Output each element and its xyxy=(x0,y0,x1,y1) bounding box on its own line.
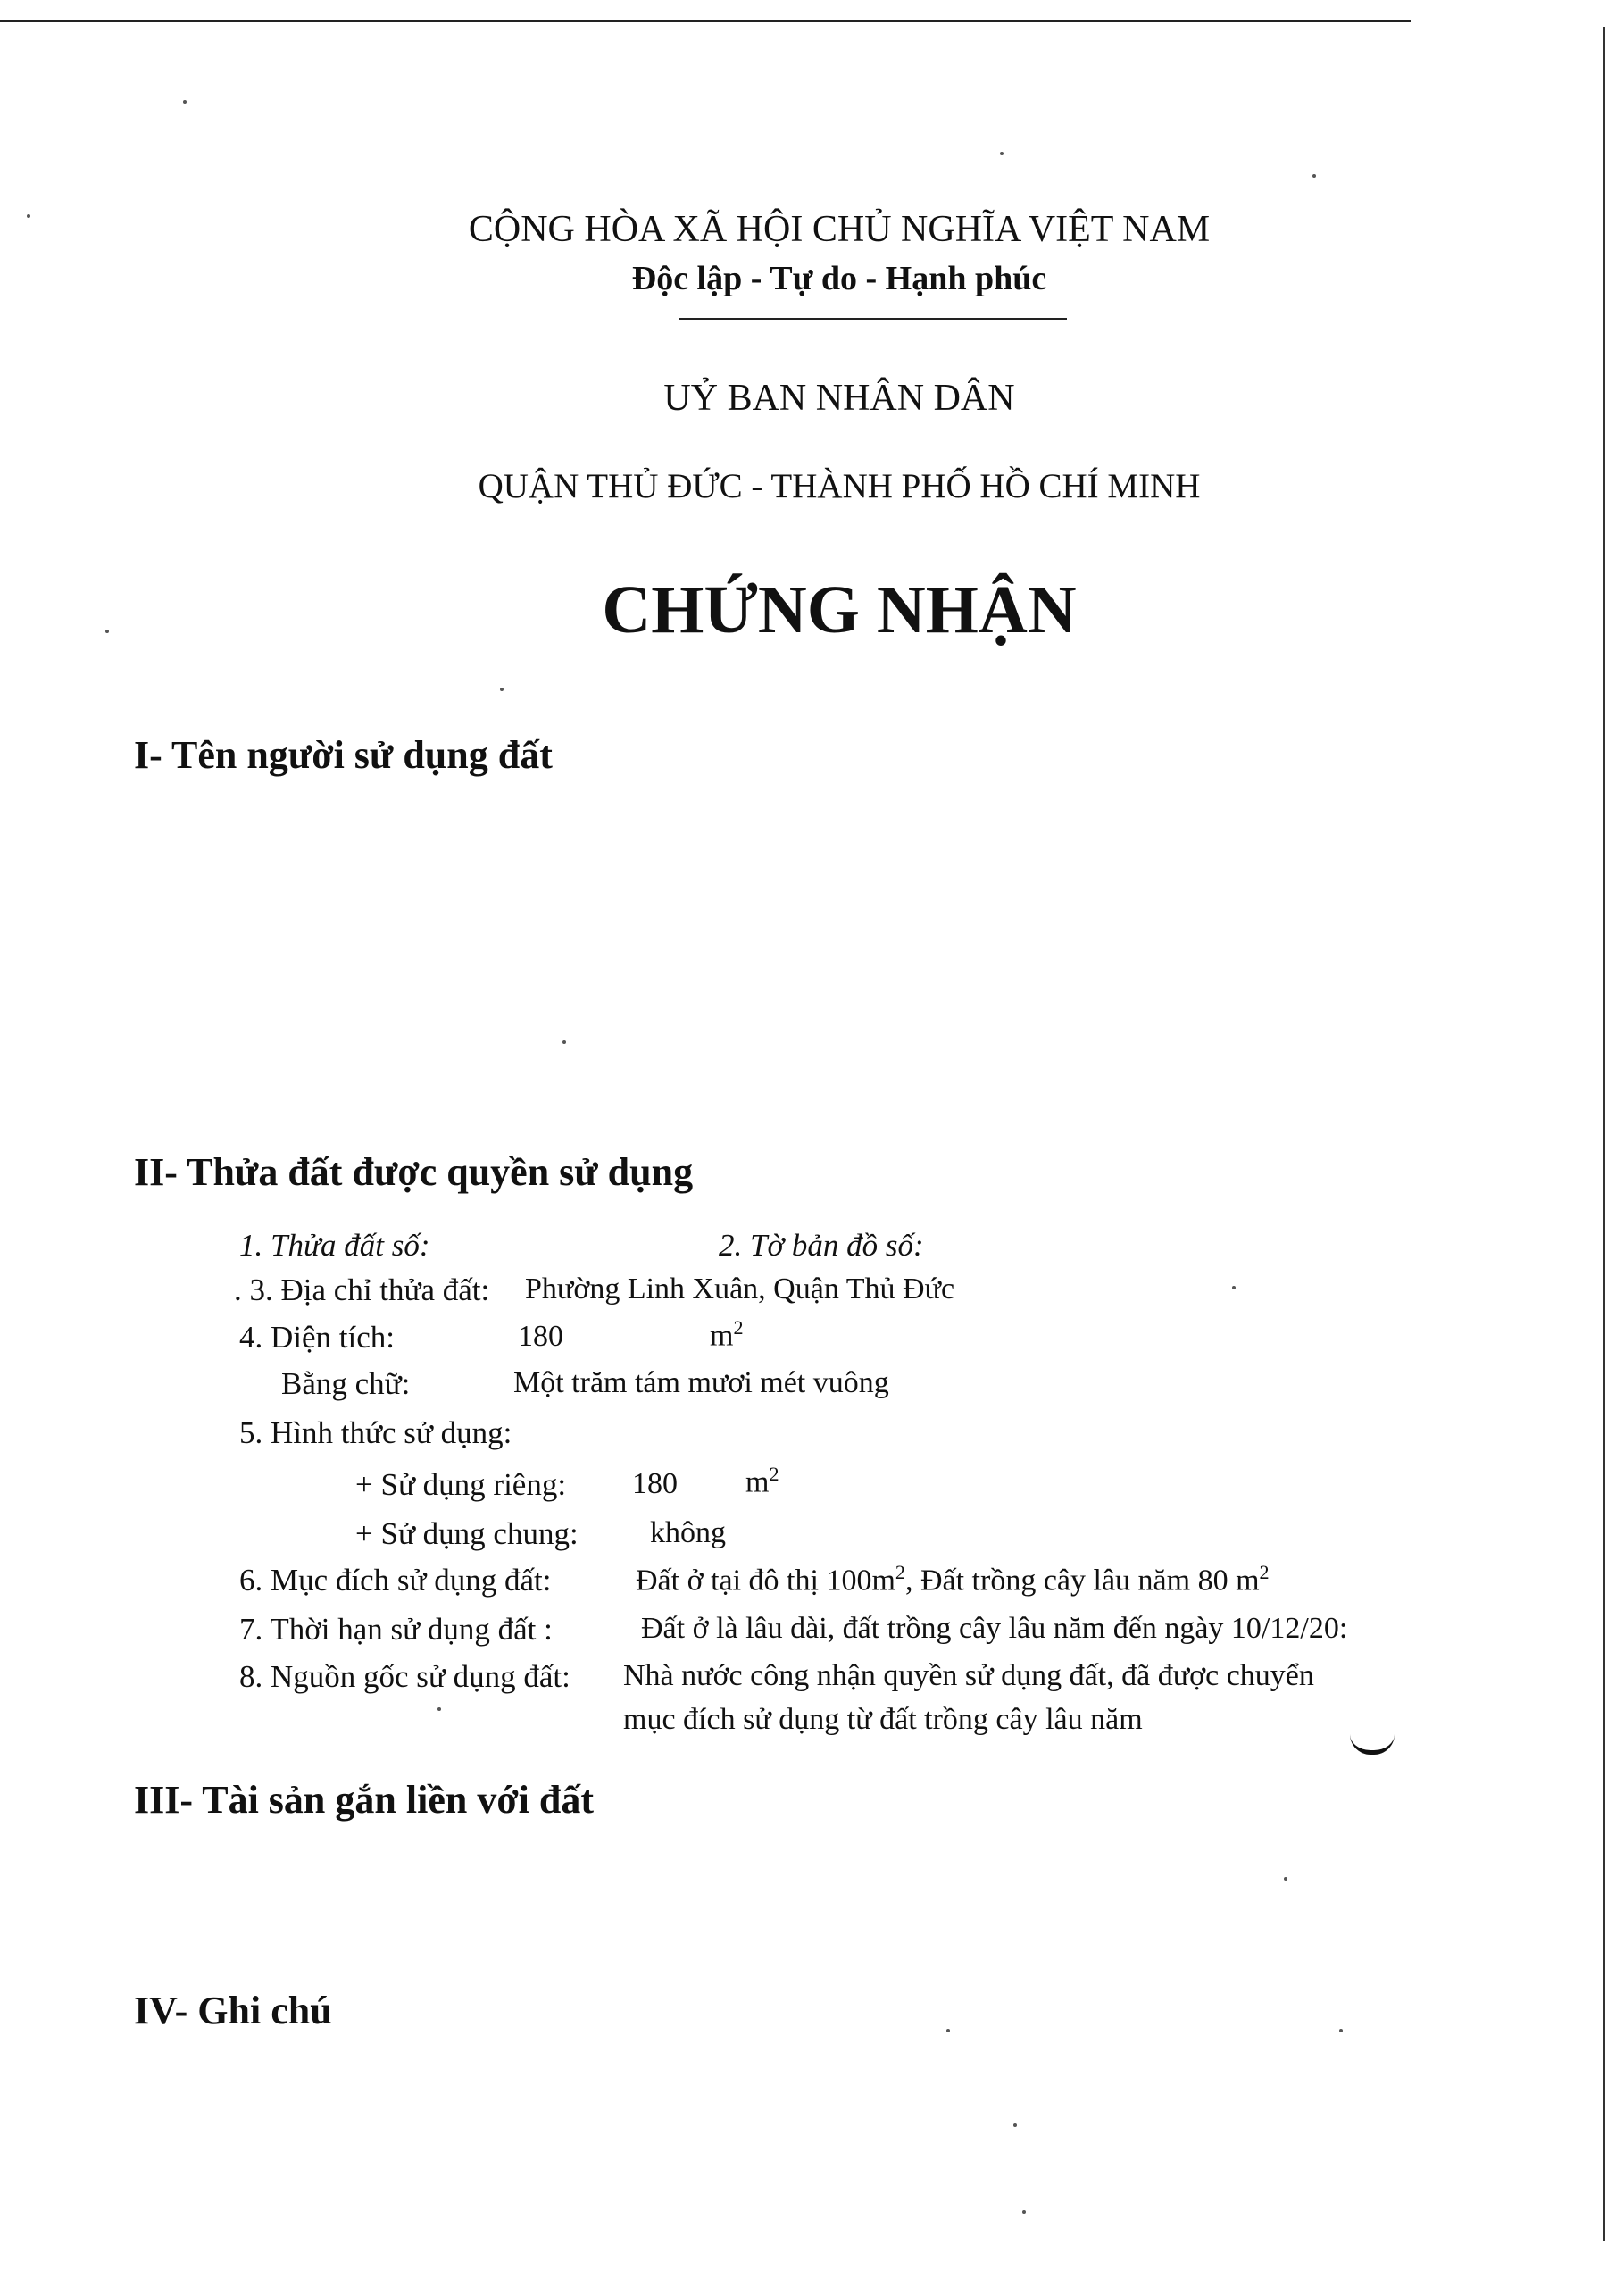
top-border-line xyxy=(0,20,1411,22)
words-label: Bằng chữ: xyxy=(281,1366,411,1401)
private-use-value: 180 xyxy=(632,1467,678,1500)
district-heading: QUẬN THỦ ĐỨC - THÀNH PHỐ HỒ CHÍ MINH xyxy=(478,467,1201,505)
origin-label: 8. Nguồn gốc sử dụng đất: xyxy=(239,1659,570,1694)
purpose-value-a-sup: 2 xyxy=(895,1561,905,1583)
common-use-label: + Sử dụng chung: xyxy=(355,1516,579,1551)
document-title: CHỨNG NHẬN xyxy=(602,572,1077,647)
purpose-value-a: Đất ở tại đô thị 100m xyxy=(636,1564,895,1598)
area-label: 4. Diện tích: xyxy=(239,1320,395,1355)
scan-speck xyxy=(183,100,187,104)
origin-value-line-2: mục đích sử dụng từ đất trồng cây lâu năm xyxy=(623,1703,1143,1736)
address-value: Phường Linh Xuân, Quận Thủ Đức xyxy=(525,1272,955,1306)
section-4-title: IV- Ghi chú xyxy=(134,1989,332,2032)
private-use-unit xyxy=(745,1463,779,1499)
address-label: . 3. Địa chỉ thửa đất: xyxy=(234,1272,490,1307)
scan-speck xyxy=(1022,2210,1026,2214)
motto: Độc lập - Tự do - Hạnh phúc xyxy=(631,260,1047,297)
scan-speck xyxy=(437,1707,441,1711)
term-value: Đất ở là lâu dài, đất trồng cây lâu năm đến ngày 10/12/20: xyxy=(641,1612,1348,1645)
section-1-title: I- Tên người sử dụng đất xyxy=(134,733,553,777)
purpose-value-b-sup: 2 xyxy=(1259,1561,1270,1583)
words-value: Một trăm tám mươi mét vuông xyxy=(513,1366,889,1399)
pen-mark xyxy=(1350,1734,1395,1755)
purpose-label: 6. Mục đích sử dụng đất: xyxy=(239,1563,552,1598)
origin-value-line-1: Nhà nước công nhận quyền sử dụng đất, đã được chuyển xyxy=(623,1659,1314,1692)
private-unit-text: m xyxy=(745,1465,770,1499)
term-label: 7. Thời hạn sử dụng đất : xyxy=(239,1612,553,1647)
scan-speck xyxy=(1284,1877,1287,1881)
purpose-value xyxy=(636,1561,1270,1598)
scan-speck xyxy=(27,214,30,218)
scan-speck xyxy=(562,1040,566,1044)
scan-speck xyxy=(105,630,109,633)
private-use-label: + Sử dụng riêng: xyxy=(355,1467,567,1502)
motto-underline xyxy=(679,318,1067,320)
usage-form-label: 5. Hình thức sử dụng: xyxy=(239,1415,512,1450)
scan-speck xyxy=(500,688,504,691)
scan-speck xyxy=(1312,174,1316,178)
private-unit-sup: 2 xyxy=(769,1463,779,1485)
map-sheet-label: 2. Tờ bản đồ số: xyxy=(719,1228,924,1263)
scan-speck xyxy=(1339,2029,1343,2032)
scan-speck xyxy=(1000,152,1004,155)
nation-heading: CỘNG HÒA XÃ HỘI CHỦ NGHĨA VIỆT NAM xyxy=(468,209,1211,250)
scan-speck xyxy=(946,2029,950,2032)
section-2-title: II- Thửa đất được quyền sử dụng xyxy=(134,1150,694,1194)
section-3-title: III- Tài sản gắn liền với đất xyxy=(134,1778,595,1822)
scan-speck xyxy=(1232,1286,1236,1289)
area-value: 180 xyxy=(518,1320,563,1353)
scan-speck xyxy=(1013,2123,1017,2127)
common-use-value: không xyxy=(650,1516,726,1549)
area-unit-text: m xyxy=(710,1319,734,1353)
authority-heading: UỶ BAN NHÂN DÂN xyxy=(663,378,1015,419)
right-border-line xyxy=(1603,27,1605,2241)
area-unit xyxy=(710,1316,744,1353)
area-unit-sup: 2 xyxy=(733,1316,744,1339)
lot-number-label: 1. Thửa đất số: xyxy=(239,1228,430,1263)
purpose-value-b: , Đất trồng cây lâu năm 80 m xyxy=(904,1564,1260,1598)
